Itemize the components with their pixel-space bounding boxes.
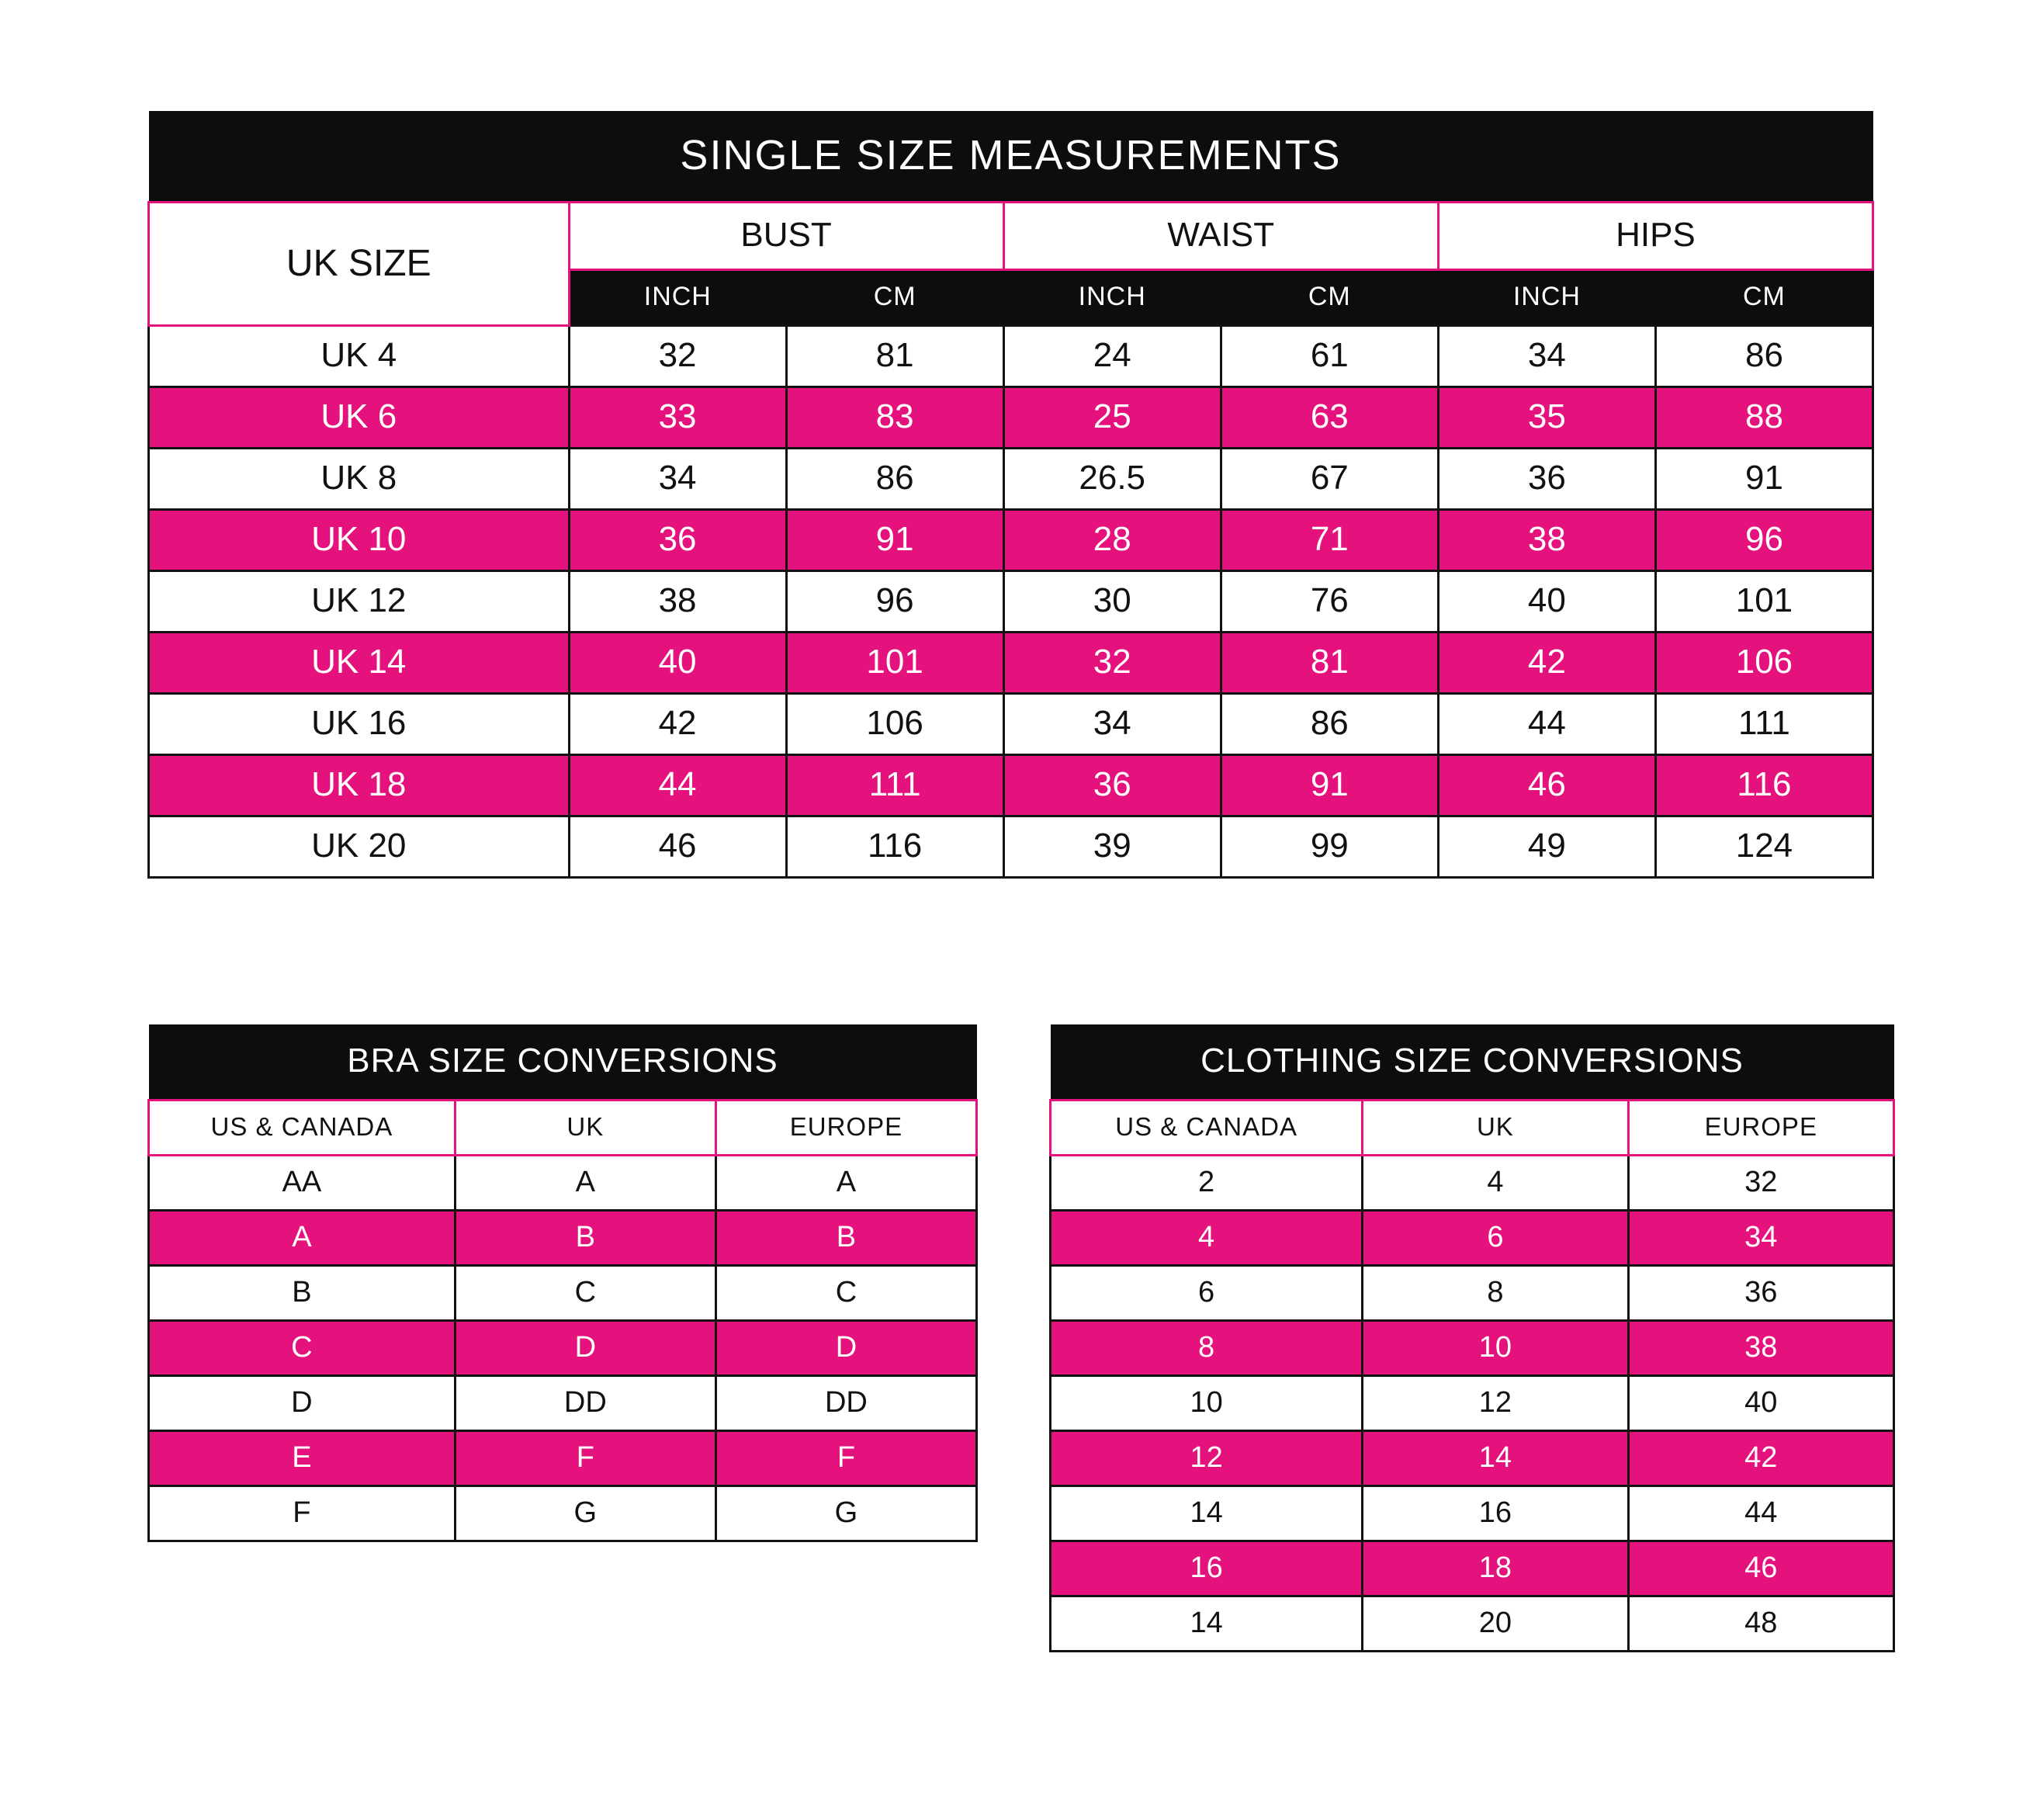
cell-waist-inch: 39 <box>1003 816 1221 878</box>
cell-uk: 16 <box>1363 1486 1628 1541</box>
table-row <box>149 1486 977 1541</box>
clothing-table-title: CLOTHING SIZE CONVERSIONS <box>1051 1024 1894 1101</box>
cell-bust-inch: 46 <box>569 816 786 878</box>
cell-waist-inch: 34 <box>1003 694 1221 755</box>
cell-us: 14 <box>1051 1596 1363 1652</box>
cell-eu: 44 <box>1628 1486 1893 1541</box>
cell-uk: 18 <box>1363 1541 1628 1596</box>
table-row <box>1051 1266 1894 1321</box>
cell-waist-cm: 81 <box>1221 633 1438 694</box>
table-row <box>149 755 1873 816</box>
table-row <box>1051 1321 1894 1376</box>
cell-us: 16 <box>1051 1541 1363 1596</box>
cell-waist-cm: 99 <box>1221 816 1438 878</box>
clothing-header-us-canada: US & CANADA <box>1051 1101 1363 1156</box>
cell-eu: 38 <box>1628 1321 1893 1376</box>
table-row <box>1051 1541 1894 1596</box>
cell-uk: B <box>455 1211 715 1266</box>
cell-waist-cm: 61 <box>1221 326 1438 387</box>
cell-eu: DD <box>715 1376 976 1431</box>
cell-size: UK 18 <box>149 755 570 816</box>
cell-uk: 14 <box>1363 1431 1628 1486</box>
cell-waist-inch: 30 <box>1003 571 1221 633</box>
cell-eu: 32 <box>1628 1156 1893 1211</box>
cell-hips-inch: 35 <box>1438 387 1655 449</box>
cell-us: 4 <box>1051 1211 1363 1266</box>
cell-uk: 12 <box>1363 1376 1628 1431</box>
table-row <box>1051 1486 1894 1541</box>
cell-bust-cm: 83 <box>786 387 1003 449</box>
cell-eu: 40 <box>1628 1376 1893 1431</box>
table-row <box>1051 1596 1894 1652</box>
cell-size: UK 14 <box>149 633 570 694</box>
cell-hips-inch: 42 <box>1438 633 1655 694</box>
cell-us: 6 <box>1051 1266 1363 1321</box>
cell-uk: 20 <box>1363 1596 1628 1652</box>
cell-uk: DD <box>455 1376 715 1431</box>
unit-header-hips-cm: CM <box>1655 270 1873 326</box>
column-header-uk-size: UK SIZE <box>149 203 570 326</box>
conversion-tables-section <box>0 1024 2044 1723</box>
main-table-title-row <box>149 111 1873 203</box>
cell-hips-cm: 88 <box>1655 387 1873 449</box>
unit-header-waist-inch: INCH <box>1003 270 1221 326</box>
cell-bust-cm: 106 <box>786 694 1003 755</box>
cell-eu: 46 <box>1628 1541 1893 1596</box>
cell-eu: 42 <box>1628 1431 1893 1486</box>
bra-table-header-row <box>149 1101 977 1156</box>
table-row <box>149 510 1873 571</box>
cell-hips-inch: 44 <box>1438 694 1655 755</box>
cell-eu: C <box>715 1266 976 1321</box>
cell-us: 14 <box>1051 1486 1363 1541</box>
cell-waist-cm: 71 <box>1221 510 1438 571</box>
cell-bust-cm: 91 <box>786 510 1003 571</box>
cell-size: UK 10 <box>149 510 570 571</box>
column-header-waist: WAIST <box>1003 203 1438 270</box>
cell-bust-inch: 34 <box>569 449 786 510</box>
cell-waist-inch: 36 <box>1003 755 1221 816</box>
cell-bust-inch: 33 <box>569 387 786 449</box>
table-row <box>149 694 1873 755</box>
table-row <box>149 326 1873 387</box>
cell-us: 12 <box>1051 1431 1363 1486</box>
table-row <box>149 1376 977 1431</box>
cell-hips-cm: 101 <box>1655 571 1873 633</box>
cell-bust-inch: 42 <box>569 694 786 755</box>
bra-header-us-canada: US & CANADA <box>149 1101 456 1156</box>
cell-us: E <box>149 1431 456 1486</box>
column-header-bust: BUST <box>569 203 1003 270</box>
cell-eu: B <box>715 1211 976 1266</box>
single-size-measurements-section <box>147 111 1874 879</box>
cell-hips-cm: 91 <box>1655 449 1873 510</box>
bra-size-conversions-table <box>147 1024 978 1542</box>
cell-bust-cm: 101 <box>786 633 1003 694</box>
clothing-header-uk: UK <box>1363 1101 1628 1156</box>
cell-bust-inch: 40 <box>569 633 786 694</box>
main-table-title: SINGLE SIZE MEASUREMENTS <box>149 111 1873 203</box>
cell-us: C <box>149 1321 456 1376</box>
table-row <box>1051 1431 1894 1486</box>
cell-uk: C <box>455 1266 715 1321</box>
cell-size: UK 8 <box>149 449 570 510</box>
table-row <box>1051 1156 1894 1211</box>
cell-hips-cm: 111 <box>1655 694 1873 755</box>
cell-hips-inch: 38 <box>1438 510 1655 571</box>
cell-us: AA <box>149 1156 456 1211</box>
cell-size: UK 6 <box>149 387 570 449</box>
cell-bust-cm: 86 <box>786 449 1003 510</box>
cell-uk: G <box>455 1486 715 1541</box>
cell-waist-cm: 86 <box>1221 694 1438 755</box>
table-row <box>149 1431 977 1486</box>
clothing-table-title-row <box>1051 1024 1894 1101</box>
table-row <box>149 1266 977 1321</box>
unit-header-hips-inch: INCH <box>1438 270 1655 326</box>
cell-waist-inch: 24 <box>1003 326 1221 387</box>
table-row <box>149 571 1873 633</box>
unit-header-waist-cm: CM <box>1221 270 1438 326</box>
table-row <box>149 816 1873 878</box>
cell-us: 8 <box>1051 1321 1363 1376</box>
bra-header-europe: EUROPE <box>715 1101 976 1156</box>
table-row <box>149 1321 977 1376</box>
cell-waist-cm: 76 <box>1221 571 1438 633</box>
clothing-table-header-row <box>1051 1101 1894 1156</box>
cell-eu: F <box>715 1431 976 1486</box>
table-row <box>149 387 1873 449</box>
cell-us: D <box>149 1376 456 1431</box>
clothing-header-europe: EUROPE <box>1628 1101 1893 1156</box>
cell-uk: D <box>455 1321 715 1376</box>
cell-waist-cm: 91 <box>1221 755 1438 816</box>
table-row <box>149 1211 977 1266</box>
cell-waist-inch: 32 <box>1003 633 1221 694</box>
cell-hips-cm: 116 <box>1655 755 1873 816</box>
cell-hips-inch: 36 <box>1438 449 1655 510</box>
cell-hips-cm: 86 <box>1655 326 1873 387</box>
cell-hips-inch: 34 <box>1438 326 1655 387</box>
cell-us: B <box>149 1266 456 1321</box>
cell-size: UK 4 <box>149 326 570 387</box>
cell-waist-inch: 28 <box>1003 510 1221 571</box>
cell-us: A <box>149 1211 456 1266</box>
cell-us: F <box>149 1486 456 1541</box>
table-row <box>149 633 1873 694</box>
cell-us: 10 <box>1051 1376 1363 1431</box>
table-row <box>1051 1376 1894 1431</box>
cell-waist-inch: 26.5 <box>1003 449 1221 510</box>
cell-bust-cm: 96 <box>786 571 1003 633</box>
cell-bust-inch: 44 <box>569 755 786 816</box>
cell-bust-cm: 81 <box>786 326 1003 387</box>
cell-waist-cm: 67 <box>1221 449 1438 510</box>
cell-bust-cm: 116 <box>786 816 1003 878</box>
bra-table-title-row <box>149 1024 977 1101</box>
cell-eu: 36 <box>1628 1266 1893 1321</box>
table-row <box>149 449 1873 510</box>
cell-waist-inch: 25 <box>1003 387 1221 449</box>
cell-uk: 6 <box>1363 1211 1628 1266</box>
single-size-measurements-table <box>147 111 1874 879</box>
cell-eu: A <box>715 1156 976 1211</box>
clothing-size-conversions-table <box>1049 1024 1895 1652</box>
cell-uk: 4 <box>1363 1156 1628 1211</box>
cell-bust-cm: 111 <box>786 755 1003 816</box>
cell-uk: 8 <box>1363 1266 1628 1321</box>
cell-bust-inch: 32 <box>569 326 786 387</box>
unit-header-bust-cm: CM <box>786 270 1003 326</box>
cell-eu: 48 <box>1628 1596 1893 1652</box>
cell-hips-inch: 49 <box>1438 816 1655 878</box>
cell-eu: 34 <box>1628 1211 1893 1266</box>
cell-uk: 10 <box>1363 1321 1628 1376</box>
cell-bust-inch: 36 <box>569 510 786 571</box>
cell-hips-cm: 106 <box>1655 633 1873 694</box>
cell-uk: A <box>455 1156 715 1211</box>
cell-size: UK 20 <box>149 816 570 878</box>
cell-hips-cm: 124 <box>1655 816 1873 878</box>
cell-uk: F <box>455 1431 715 1486</box>
table-row <box>1051 1211 1894 1266</box>
cell-hips-inch: 46 <box>1438 755 1655 816</box>
cell-eu: G <box>715 1486 976 1541</box>
cell-hips-cm: 96 <box>1655 510 1873 571</box>
bra-table-title: BRA SIZE CONVERSIONS <box>149 1024 977 1101</box>
column-header-hips: HIPS <box>1438 203 1873 270</box>
cell-bust-inch: 38 <box>569 571 786 633</box>
cell-hips-inch: 40 <box>1438 571 1655 633</box>
cell-waist-cm: 63 <box>1221 387 1438 449</box>
cell-us: 2 <box>1051 1156 1363 1211</box>
cell-size: UK 16 <box>149 694 570 755</box>
cell-eu: D <box>715 1321 976 1376</box>
table-row <box>149 1156 977 1211</box>
bra-header-uk: UK <box>455 1101 715 1156</box>
cell-size: UK 12 <box>149 571 570 633</box>
unit-header-bust-inch: INCH <box>569 270 786 326</box>
main-table-category-row <box>149 203 1873 270</box>
